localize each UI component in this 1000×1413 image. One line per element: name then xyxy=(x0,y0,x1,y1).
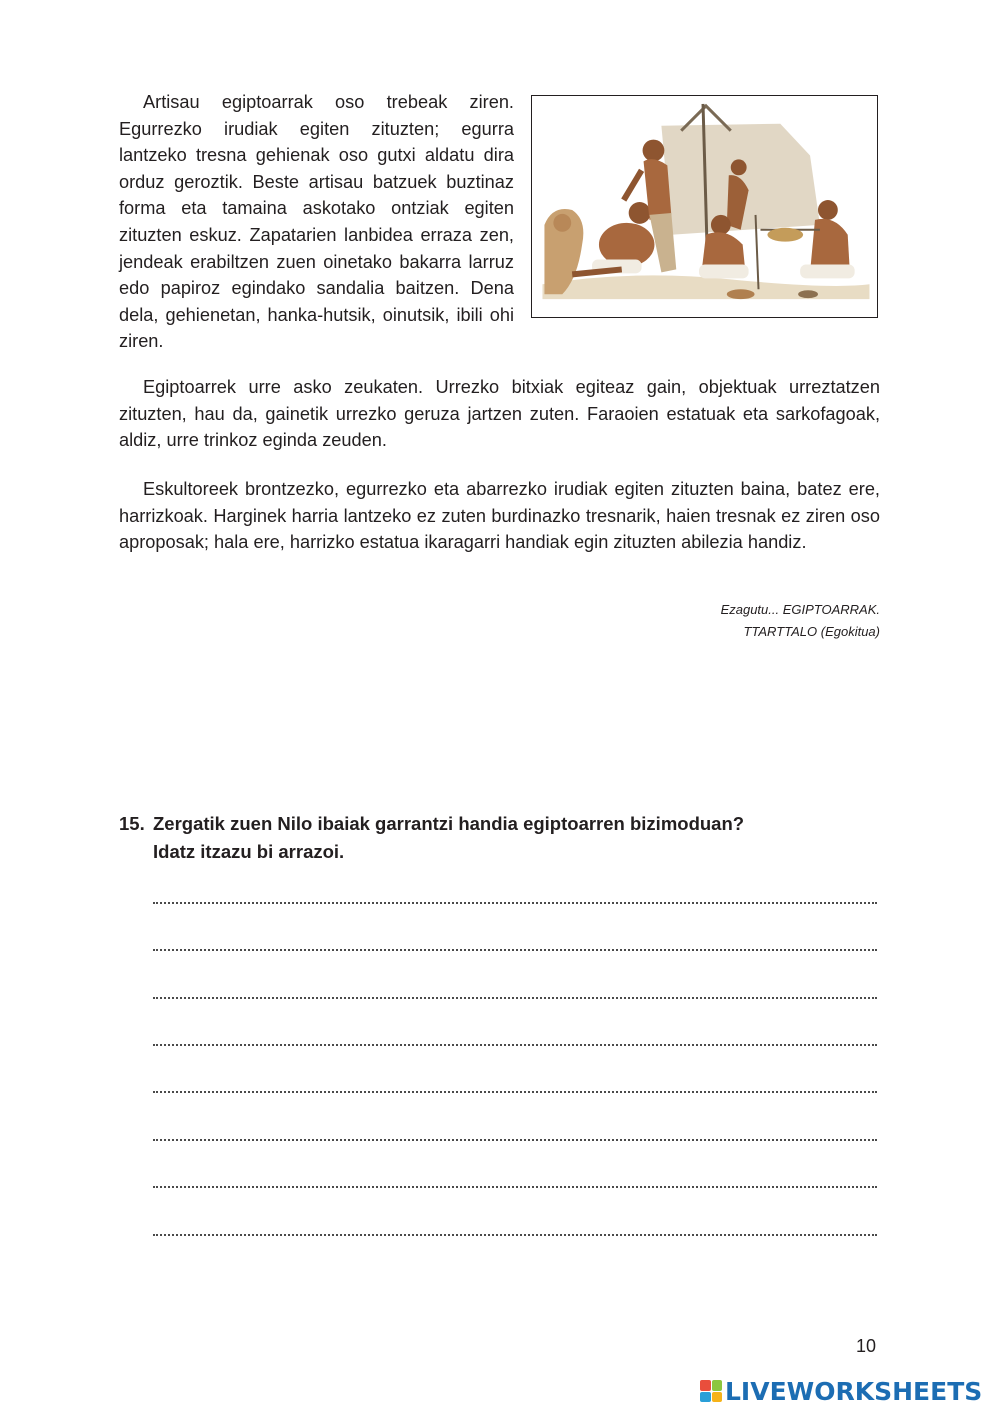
question-15 xyxy=(119,810,899,866)
liveworksheets-wordmark: LIVEWORKSHEETS xyxy=(725,1376,983,1406)
liveworksheets-logo[interactable] xyxy=(700,1376,982,1406)
reading-paragraph-2: Egiptoarrek urre asko zeukaten. Urrezko bitxiak egiteaz gain, objektuak urreztatzen zituzten, hau da, gainetik urrezko geruza jartzen zuten. Faraoien estatuak eta sarkofagoak, aldiz, urre trinkoz eginda zeuden. xyxy=(119,377,880,451)
answer-line[interactable] xyxy=(153,1044,877,1046)
source-credit-line-1: Ezagutu... EGIPTOARRAK. xyxy=(720,602,880,617)
answer-line[interactable] xyxy=(153,1186,877,1188)
question-number: 15. xyxy=(119,813,145,834)
liveworksheets-icon xyxy=(700,1380,722,1402)
page-number: 10 xyxy=(856,1336,877,1356)
answer-line[interactable] xyxy=(153,902,877,904)
egyptian-artisans-illustration xyxy=(531,95,878,318)
question-text-line-1: Zergatik zuen Nilo ibaiak garrantzi handia egiptoarren bizimoduan? xyxy=(153,813,745,834)
answer-line[interactable] xyxy=(153,1091,877,1093)
source-credit-line-2: TTARTTALO (Egokitua) xyxy=(743,624,880,639)
reading-paragraph-1: Artisau egiptoarrak oso trebeak ziren. Egurrezko irudiak egiten zituzten; egurra lantzeko tresna gehienak oso gutxi aldatu dira orduz geroztik. Beste artisau batzuek buztinaz forma eta tamaina askotako ontziak egiten zituzten eskuz. Zapatarien lanbidea erraza zen, jendeak erabiltzen zuen oinetako bakarra larruz edo papiroz egindako sandalia baitzen. Dena dela, gehienetan, hanka-hutsik, oinutsik, ibili ohi ziren. xyxy=(119,92,514,352)
question-text-line-2: Idatz itzazu bi arrazoi. xyxy=(153,841,345,862)
reading-paragraph-3: Eskultoreek brontzezko, egurrezko eta abarrezko irudiak egiten zituzten baina, batez ere, harrizkoak. Harginek harria lantzeko ez zuten burdinazko tresnarik, haien tresnak ez ziren oso aproposak; hala ere, harrizko estatua ikaragarri handiak egin zituzten abilezia handiz. xyxy=(119,479,880,553)
answer-line[interactable] xyxy=(153,1234,877,1236)
answer-line[interactable] xyxy=(153,949,877,951)
answer-line[interactable] xyxy=(153,1139,877,1141)
answer-line[interactable] xyxy=(153,997,877,999)
